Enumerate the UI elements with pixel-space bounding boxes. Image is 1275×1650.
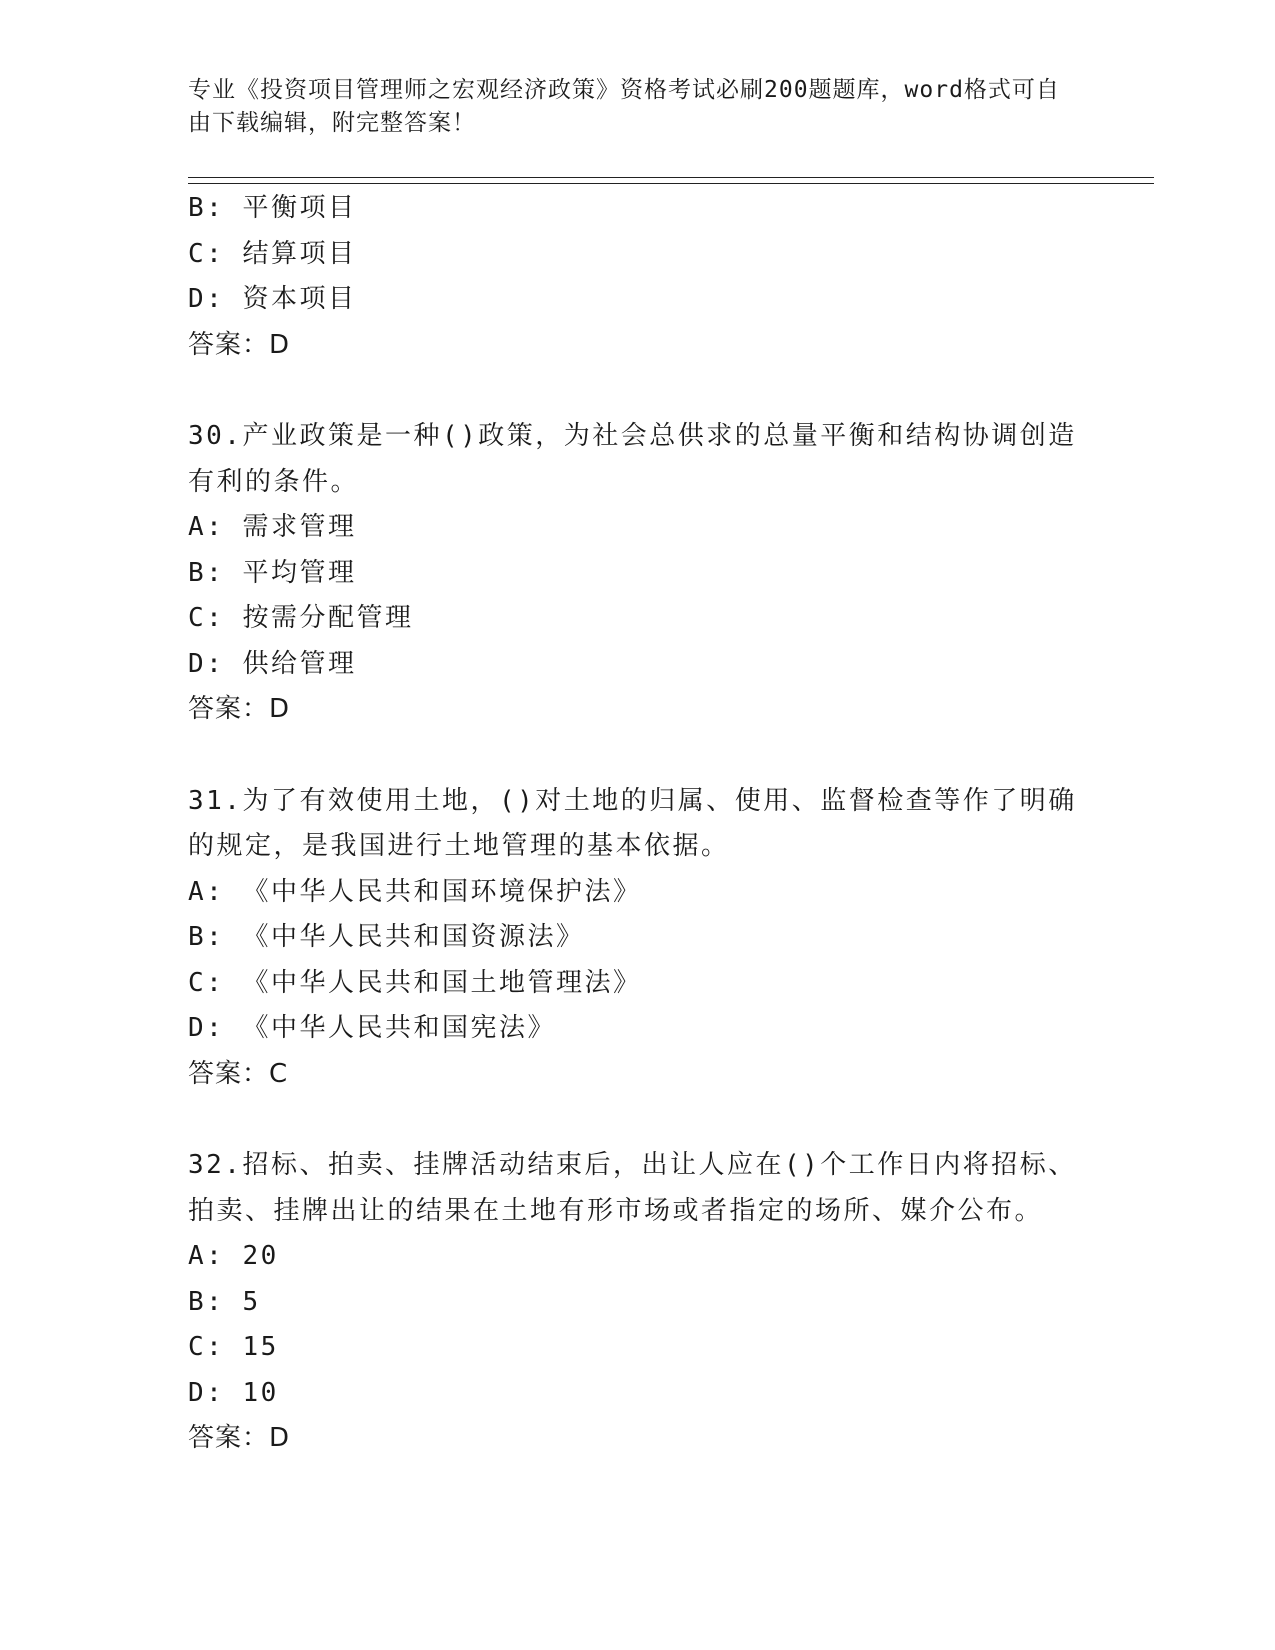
option-c: C: 15 (188, 1332, 279, 1362)
answer-line: 答案：D (188, 329, 291, 360)
header-rule-top (188, 177, 1154, 178)
option-b: B: 平衡项目 (188, 193, 357, 223)
question-32 (188, 1143, 1088, 1462)
question-30 (188, 414, 1088, 733)
option-b: B: 平均管理 (188, 557, 357, 588)
answer-line: 答案：D (188, 1423, 291, 1453)
option-c: C: 《中华人民共和国土地管理法》 (188, 967, 642, 998)
question-stem-line1: 32.招标、拍卖、挂牌活动结束后，出让人应在()个工作日内将招标、 (188, 1150, 1077, 1180)
option-d: D: 供给管理 (188, 648, 357, 679)
question-stem-line2: 有利的条件。 (188, 466, 360, 497)
question-stem-line1: 30.产业政策是一种()政策，为社会总供求的总量平衡和结构协调创造 (188, 421, 1077, 451)
option-a: A: 20 (188, 1241, 279, 1271)
question-31 (188, 779, 1088, 1098)
question-stem-line1: 31.为了有效使用土地，()对土地的归属、使用、监督检查等作了明确 (188, 785, 1077, 816)
question-stem-line2: 拍卖、挂牌出让的结果在土地有形市场或者指定的场所、媒介公布。 (188, 1195, 1044, 1226)
option-a: A: 需求管理 (188, 512, 357, 542)
partial-question (188, 186, 1088, 368)
answer-line: 答案：D (188, 694, 291, 724)
option-d: D: 10 (188, 1377, 279, 1408)
option-b: B: 《中华人民共和国资源法》 (188, 922, 585, 952)
option-d: D: 《中华人民共和国宪法》 (188, 1013, 556, 1043)
header-rule-bottom (188, 183, 1154, 184)
header-title: 专业《投资项目管理师之宏观经济政策》资格考试必刷200题题库，word格式可自由下载编辑，附完整答案！ (188, 77, 1060, 136)
answer-line: 答案：C (188, 1058, 289, 1089)
question-stem-line2: 的规定，是我国进行土地管理的基本依据。 (188, 831, 730, 861)
option-d: D: 资本项目 (188, 284, 357, 314)
option-a: A: 《中华人民共和国环境保护法》 (188, 876, 642, 907)
document-header (188, 74, 1068, 140)
option-c: C: 按需分配管理 (188, 603, 414, 633)
option-b: B: 5 (188, 1286, 261, 1317)
option-c: C: 结算项目 (188, 238, 357, 269)
question-list (188, 186, 1088, 1462)
